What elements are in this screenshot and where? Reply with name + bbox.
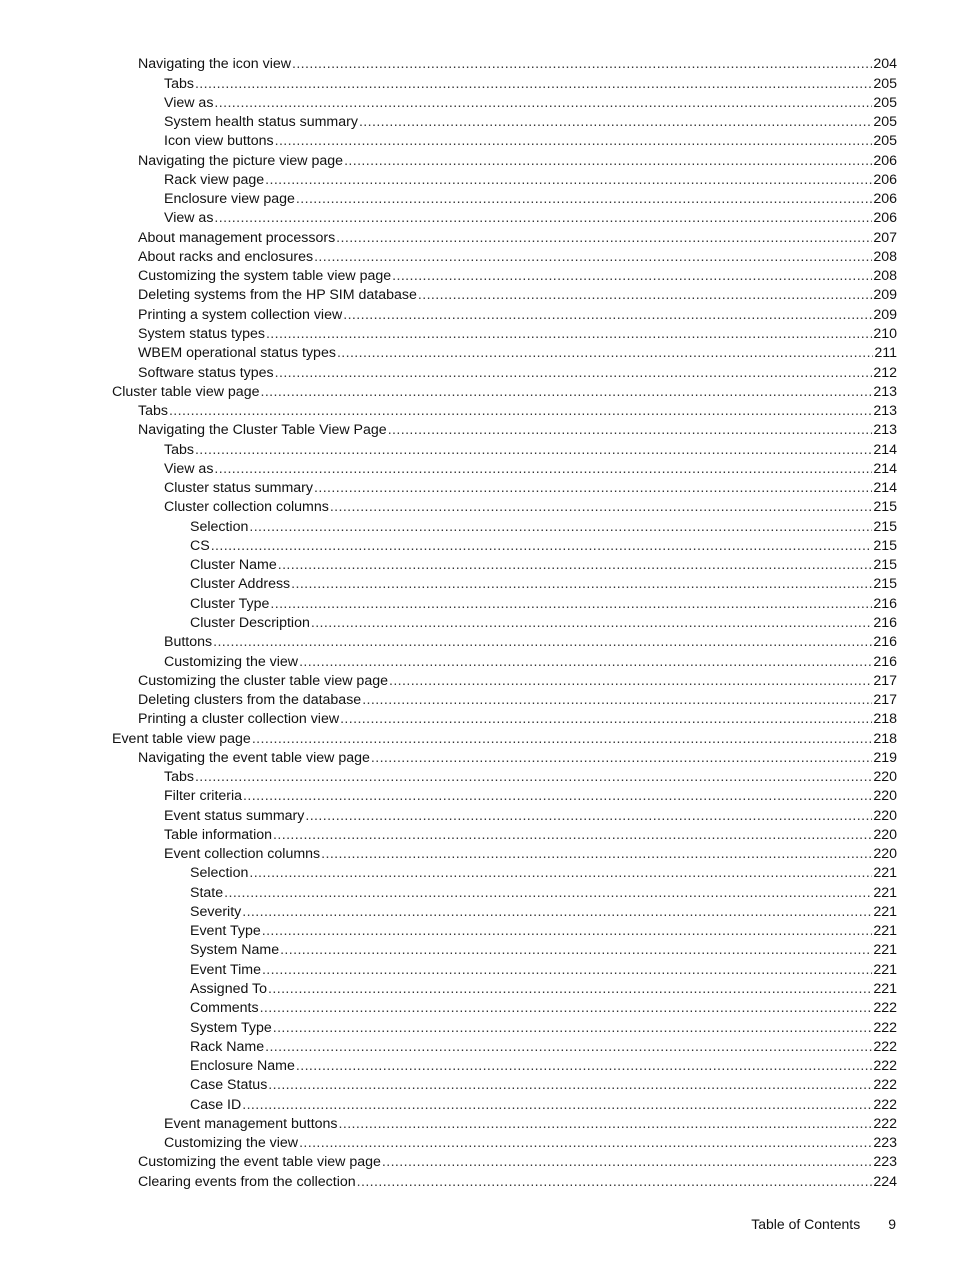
toc-entry[interactable] <box>112 55 897 74</box>
footer-label: Table of Contents <box>751 1216 861 1232</box>
dot-leader <box>260 999 873 1018</box>
toc-entry-title: Printing a system collection view <box>138 306 343 323</box>
toc-entry-title: Buttons <box>164 634 213 651</box>
toc-entry-title: Severity <box>190 903 242 920</box>
toc-entry-title: Deleting clusters from the database <box>138 692 362 709</box>
toc-entry-page: 220 <box>873 788 897 805</box>
toc-entry-title: Software status types <box>138 364 274 381</box>
toc-entry[interactable] <box>112 575 897 594</box>
toc-entry[interactable] <box>112 132 897 151</box>
dot-leader <box>299 1134 872 1153</box>
toc-entry-title: Rack view page <box>164 171 265 188</box>
toc-entry-title: State <box>190 884 224 901</box>
dot-leader <box>321 845 872 864</box>
toc-entry[interactable] <box>112 421 897 440</box>
toc-entry-page: 221 <box>873 942 897 959</box>
toc-entry[interactable] <box>112 672 897 691</box>
toc-entry-title: Assigned To <box>190 981 268 998</box>
toc-entry-title: Navigating the event table view page <box>138 749 370 766</box>
toc-entry-page: 222 <box>873 1019 897 1036</box>
dot-leader <box>292 55 872 74</box>
dot-leader <box>291 575 872 594</box>
toc-entry[interactable] <box>112 980 897 999</box>
toc-entry-page: 222 <box>873 1058 897 1075</box>
toc-entry[interactable] <box>112 614 897 633</box>
toc-entry[interactable] <box>112 826 897 845</box>
dot-leader <box>242 1096 872 1115</box>
toc-entry-page: 205 <box>873 133 897 150</box>
dot-leader <box>268 1076 872 1095</box>
toc-entry-page: 222 <box>873 1077 897 1094</box>
toc-entry-page: 222 <box>873 1000 897 1017</box>
toc-entry-title: Selection <box>190 865 249 882</box>
toc-entry-title: Cluster Type <box>190 595 270 612</box>
toc-entry[interactable] <box>112 171 897 190</box>
toc-entry-title: System health status summary <box>164 114 358 131</box>
toc-entry[interactable] <box>112 248 897 267</box>
dot-leader <box>296 190 872 209</box>
toc-entry-page: 221 <box>873 903 897 920</box>
toc-entry-title: Cluster Description <box>190 614 310 631</box>
toc-entry[interactable] <box>112 1038 897 1057</box>
toc-entry-title: Event status summary <box>164 807 305 824</box>
toc-entry[interactable] <box>112 652 897 671</box>
toc-entry[interactable] <box>112 113 897 132</box>
dot-leader <box>265 1038 872 1057</box>
toc-entry[interactable] <box>112 1172 897 1191</box>
dot-leader <box>273 826 872 845</box>
dot-leader <box>278 556 873 575</box>
toc-entry-page: 206 <box>873 152 897 169</box>
toc-entry[interactable] <box>112 460 897 479</box>
toc-entry[interactable] <box>112 1018 897 1037</box>
toc-entry-page: 218 <box>873 730 897 747</box>
dot-leader <box>305 807 872 826</box>
toc-entry-title: Customizing the system table view page <box>138 268 392 285</box>
dot-leader <box>260 383 872 402</box>
toc-entry-page: 217 <box>873 692 897 709</box>
toc-entry-title: System Type <box>190 1019 272 1036</box>
toc-entry-page: 220 <box>873 826 897 843</box>
dot-leader <box>382 1153 872 1172</box>
toc-entry[interactable] <box>112 1115 897 1134</box>
toc-entry[interactable] <box>112 845 897 864</box>
toc-entry-title: Event table view page <box>112 730 251 747</box>
toc-entry-title: Enclosure view page <box>164 191 295 208</box>
toc-entry-title: Customizing the view <box>164 1135 299 1152</box>
dot-leader <box>262 922 873 941</box>
dot-leader <box>169 402 872 421</box>
toc-entry-title: Cluster status summary <box>164 480 314 497</box>
toc-entry[interactable] <box>112 209 897 228</box>
toc-entry[interactable] <box>112 267 897 286</box>
dot-leader <box>359 113 872 132</box>
toc-entry-page: 222 <box>873 1096 897 1113</box>
dot-leader <box>336 229 872 248</box>
toc-entry[interactable] <box>112 556 897 575</box>
dot-leader <box>280 941 872 960</box>
toc-entry-page: 221 <box>873 865 897 882</box>
dot-leader <box>339 1115 873 1134</box>
toc-entry-title: Case Status <box>190 1077 268 1094</box>
toc-entry[interactable] <box>112 286 897 305</box>
toc-entry[interactable] <box>112 864 897 883</box>
toc-entry-page: 222 <box>873 1115 897 1132</box>
toc-entry[interactable] <box>112 190 897 209</box>
toc-entry-page: 222 <box>873 1038 897 1055</box>
toc-entry[interactable] <box>112 537 897 556</box>
dot-leader <box>214 209 872 228</box>
dot-leader <box>270 595 872 614</box>
dot-leader <box>314 479 872 498</box>
dot-leader <box>371 749 872 768</box>
toc-entry-page: 209 <box>873 287 897 304</box>
dot-leader <box>275 364 873 383</box>
dot-leader <box>195 75 872 94</box>
toc-entry[interactable] <box>112 363 897 382</box>
toc-entry[interactable] <box>112 94 897 113</box>
toc-entry-title: Navigating the Cluster Table View Page <box>138 422 387 439</box>
toc-entry-page: 215 <box>873 537 897 554</box>
toc-entry-title: View as <box>164 94 214 111</box>
toc-entry[interactable] <box>112 999 897 1018</box>
toc-entry[interactable] <box>112 479 897 498</box>
toc-entry-page: 223 <box>873 1135 897 1152</box>
toc-entry[interactable] <box>112 1095 897 1114</box>
toc-entry-page: 210 <box>873 325 897 342</box>
toc-entry-title: Cluster Name <box>190 557 277 574</box>
dot-leader <box>314 248 872 267</box>
toc-entry-title: Event collection columns <box>164 846 321 863</box>
toc-entry-title: View as <box>164 460 214 477</box>
toc-entry-title: Cluster Address <box>190 576 291 593</box>
toc-entry[interactable] <box>112 498 897 517</box>
toc-entry[interactable] <box>112 228 897 247</box>
toc-entry-title: System status types <box>138 325 265 342</box>
toc-entry[interactable] <box>112 749 897 768</box>
table-of-contents <box>112 55 897 1192</box>
toc-entry[interactable] <box>112 1076 897 1095</box>
toc-entry-title: About management processors <box>138 229 336 246</box>
dot-leader <box>249 864 872 883</box>
toc-entry-page: 206 <box>873 210 897 227</box>
dot-leader <box>242 903 872 922</box>
toc-entry[interactable] <box>112 922 897 941</box>
toc-entry-title: Navigating the picture view page <box>138 152 344 169</box>
toc-entry-page: 208 <box>873 268 897 285</box>
toc-entry-page: 215 <box>873 576 897 593</box>
toc-entry[interactable] <box>112 74 897 93</box>
toc-entry-page: 218 <box>873 711 897 728</box>
toc-entry-page: 205 <box>873 94 897 111</box>
toc-entry-title: Navigating the icon view <box>138 56 291 73</box>
dot-leader <box>243 787 872 806</box>
toc-entry-title: About racks and enclosures <box>138 248 314 265</box>
toc-entry[interactable] <box>112 903 897 922</box>
dot-leader <box>357 1173 873 1192</box>
toc-entry-title: Selection <box>190 518 249 535</box>
dot-leader <box>214 94 872 113</box>
dot-leader <box>337 344 873 363</box>
dot-leader <box>266 325 872 344</box>
toc-entry[interactable] <box>112 691 897 710</box>
dot-leader <box>389 672 872 691</box>
toc-entry-page: 221 <box>873 884 897 901</box>
toc-entry-page: 206 <box>873 191 897 208</box>
toc-entry-title: Customizing the view <box>164 653 299 670</box>
toc-entry-page: 216 <box>873 595 897 612</box>
toc-entry-title: Icon view buttons <box>164 133 274 150</box>
toc-entry-title: Rack Name <box>190 1038 265 1055</box>
dot-leader <box>213 633 872 652</box>
dot-leader <box>224 884 872 903</box>
toc-entry[interactable] <box>112 883 897 902</box>
toc-entry[interactable] <box>112 1057 897 1076</box>
toc-entry[interactable] <box>112 325 897 344</box>
toc-entry-title: Tabs <box>164 769 194 786</box>
toc-entry-title: Printing a cluster collection view <box>138 711 340 728</box>
dot-leader <box>249 518 872 537</box>
toc-entry-title: Enclosure Name <box>190 1058 295 1075</box>
toc-entry[interactable] <box>112 941 897 960</box>
toc-entry-page: 205 <box>873 75 897 92</box>
dot-leader <box>265 171 872 190</box>
toc-entry-title: Event Time <box>190 961 261 978</box>
dot-leader <box>388 421 873 440</box>
toc-entry-page: 205 <box>873 114 897 131</box>
toc-entry[interactable] <box>112 517 897 536</box>
toc-entry[interactable] <box>112 633 897 652</box>
toc-entry-page: 213 <box>873 383 897 400</box>
dot-leader <box>311 614 872 633</box>
toc-entry-title: Filter criteria <box>164 788 243 805</box>
toc-entry-title: CS <box>190 537 210 554</box>
toc-entry-page: 215 <box>873 499 897 516</box>
toc-entry-page: 221 <box>873 923 897 940</box>
toc-entry-page: 204 <box>873 56 897 73</box>
toc-entry-title: Tabs <box>164 75 194 92</box>
dot-leader <box>299 653 872 672</box>
toc-entry[interactable] <box>112 768 897 787</box>
toc-entry-title: Deleting systems from the HP SIM database <box>138 287 417 304</box>
toc-entry[interactable] <box>112 787 897 806</box>
dot-leader <box>343 306 872 325</box>
page-footer <box>751 1216 896 1232</box>
toc-entry[interactable] <box>112 1153 897 1172</box>
toc-entry[interactable] <box>112 402 897 421</box>
toc-entry-page: 216 <box>873 614 897 631</box>
dot-leader <box>273 1019 873 1038</box>
toc-entry-title: Clearing events from the collection <box>138 1173 356 1190</box>
toc-entry-page: 213 <box>873 403 897 420</box>
dot-leader <box>195 441 872 460</box>
toc-entry-title: Event management buttons <box>164 1115 338 1132</box>
dot-leader <box>195 768 872 787</box>
dot-leader <box>418 286 872 305</box>
toc-entry-title: Customizing the event table view page <box>138 1154 381 1171</box>
toc-entry-title: Customizing the cluster table view page <box>138 672 388 689</box>
toc-entry-title: Cluster collection columns <box>164 499 329 516</box>
toc-entry-page: 221 <box>873 981 897 998</box>
toc-entry-title: System Name <box>190 942 280 959</box>
toc-entry[interactable] <box>112 344 897 363</box>
dot-leader <box>392 267 872 286</box>
toc-entry-page: 216 <box>873 634 897 651</box>
dot-leader <box>330 498 873 517</box>
toc-entry-page: 219 <box>873 749 897 766</box>
dot-leader <box>362 691 872 710</box>
toc-entry-page: 214 <box>873 480 897 497</box>
toc-entry-title: WBEM operational status types <box>138 345 336 362</box>
toc-entry[interactable] <box>112 440 897 459</box>
toc-entry-page: 206 <box>873 171 897 188</box>
toc-entry-page: 215 <box>873 518 897 535</box>
dot-leader <box>262 961 872 980</box>
toc-entry-page: 216 <box>873 653 897 670</box>
dot-leader <box>214 460 872 479</box>
toc-entry-page: 224 <box>873 1173 897 1190</box>
toc-entry[interactable] <box>112 710 897 729</box>
toc-entry[interactable] <box>112 806 897 825</box>
toc-entry-page: 209 <box>873 306 897 323</box>
toc-entry-title: View as <box>164 210 214 227</box>
dot-leader <box>340 710 872 729</box>
toc-entry[interactable] <box>112 594 897 613</box>
toc-entry-page: 212 <box>873 364 897 381</box>
toc-entry[interactable] <box>112 1134 897 1153</box>
dot-leader <box>252 730 873 749</box>
dot-leader <box>296 1057 872 1076</box>
toc-entry-page: 220 <box>873 769 897 786</box>
dot-leader <box>344 152 872 171</box>
toc-entry-page: 214 <box>873 441 897 458</box>
dot-leader <box>275 132 873 151</box>
toc-entry-page: 223 <box>873 1154 897 1171</box>
dot-leader <box>268 980 872 999</box>
toc-entry-page: 215 <box>873 557 897 574</box>
toc-entry[interactable] <box>112 151 897 170</box>
toc-entry-page: 208 <box>873 248 897 265</box>
toc-entry[interactable] <box>112 960 897 979</box>
toc-entry-page: 220 <box>873 846 897 863</box>
toc-entry-page: 220 <box>873 807 897 824</box>
toc-entry-page: 221 <box>873 961 897 978</box>
toc-entry[interactable] <box>112 305 897 324</box>
toc-entry[interactable] <box>112 383 897 402</box>
dot-leader <box>211 537 873 556</box>
toc-entry-title: Tabs <box>164 441 194 458</box>
footer-page-number: 9 <box>888 1216 896 1232</box>
toc-entry[interactable] <box>112 729 897 748</box>
toc-entry-title: Event Type <box>190 923 261 940</box>
toc-entry-title: Case ID <box>190 1096 242 1113</box>
toc-entry-page: 217 <box>873 672 897 689</box>
toc-entry-title: Tabs <box>138 403 168 420</box>
toc-entry-title: Comments <box>190 1000 259 1017</box>
toc-entry-page: 207 <box>873 229 897 246</box>
toc-entry-title: Cluster table view page <box>112 383 260 400</box>
toc-entry-title: Table information <box>164 826 273 843</box>
toc-entry-page: 211 <box>874 345 897 362</box>
toc-entry-page: 214 <box>873 460 897 477</box>
toc-entry-page: 213 <box>873 422 897 439</box>
